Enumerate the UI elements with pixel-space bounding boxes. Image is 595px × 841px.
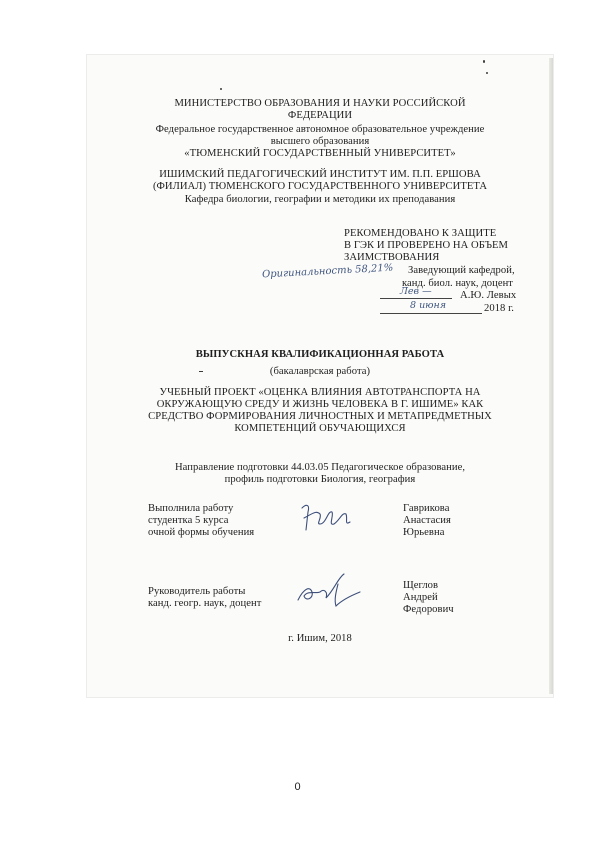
work-subtype: (бакалаврская работа) (269, 366, 371, 377)
author-surname: Гаврикова (403, 503, 450, 514)
approval-line-2: В ГЭК И ПРОВЕРЕНО НА ОБЪЕМ (344, 240, 508, 251)
author-name: Анастасия (403, 515, 451, 526)
city-year: г. Ишим, 2018 (288, 633, 352, 644)
university-name: «ТЮМЕНСКИЙ ГОСУДАРСТВЕННЫЙ УНИВЕРСИТЕТ» (184, 148, 456, 159)
head-signature: Лев — (400, 286, 432, 297)
approval-line-1: РЕКОМЕНДОВАНО К ЗАЩИТЕ (344, 228, 497, 239)
supervisor-signature-icon (294, 570, 364, 612)
direction-line-2: профиль подготовки Биология, география (224, 474, 416, 485)
page-number: 0 (294, 781, 301, 793)
author-patronymic: Юрьевна (403, 527, 445, 538)
scan-speck (486, 72, 488, 74)
supervisor-patronymic: Федорович (403, 604, 454, 615)
author-role-line-1: Выполнила работу (148, 503, 234, 514)
institute-line-1: ИШИМСКИЙ ПЕДАГОГИЧЕСКИЙ ИНСТИТУТ ИМ. П.П. ЕРШОВА (159, 169, 481, 180)
supervisor-surname: Щеглов (403, 580, 439, 591)
approval-year: 2018 г. (484, 303, 514, 314)
federal-institution-line-2: высшего образования (270, 136, 370, 147)
head-of-department-line-1: Заведующий кафедрой, (408, 265, 515, 276)
ministry-line-2: ФЕДЕРАЦИИ (287, 110, 353, 121)
work-title-line-2: ОКРУЖАЮЩУЮ СРЕДУ И ЖИЗНЬ ЧЕЛОВЕКА В Г. ИШИМЕ» КАК (156, 399, 484, 410)
scan-speck (483, 60, 485, 63)
head-of-department-line-2: канд. биол. наук, доцент (402, 278, 513, 289)
approval-date-line (380, 313, 482, 314)
work-title-line-4: КОМПЕТЕНЦИЙ ОБУЧАЮЩИХСЯ (234, 423, 406, 434)
ministry-line-1: МИНИСТЕРСТВО ОБРАЗОВАНИЯ И НАУКИ РОССИЙСКОЙ (174, 98, 466, 109)
author-role-line-2: студентка 5 курса (148, 515, 229, 526)
handwritten-date: 8 июня (410, 300, 447, 311)
scan-speck (220, 88, 222, 90)
work-type: ВЫПУСКНАЯ КВАЛИФИКАЦИОННАЯ РАБОТА (195, 349, 445, 360)
direction-line-1: Направление подготовки 44.03.05 Педагогическое образование, (174, 462, 466, 473)
author-role-line-3: очной формы обучения (148, 527, 255, 538)
department-name: Кафедра биологии, географии и методики их преподавания (184, 194, 456, 205)
supervisor-role-line-2: канд. геогр. наук, доцент (148, 598, 262, 609)
work-title-line-3: СРЕДСТВО ФОРМИРОВАНИЯ ЛИЧНОСТНЫХ И МЕТАПРЕДМЕТНЫХ (148, 411, 492, 422)
author-signature-icon (298, 500, 354, 536)
supervisor-name: Андрей (403, 592, 438, 603)
work-title-line-1: УЧЕБНЫЙ ПРОЕКТ «ОЦЕНКА ВЛИЯНИЯ АВТОТРАНСПОРТА НА (159, 387, 481, 398)
head-signature-line (380, 298, 452, 299)
approval-line-3: ЗАИМСТВОВАНИЯ (344, 252, 440, 263)
federal-institution-line-1: Федеральное государственное автономное образовательное учреждение (155, 124, 485, 135)
supervisor-role-line-1: Руководитель работы (148, 586, 246, 597)
head-of-department-name: А.Ю. Левых (460, 290, 517, 301)
handwritten-originality: Оригинальность 58,21% (261, 262, 394, 281)
institute-line-2: (ФИЛИАЛ) ТЮМЕНСКОГО ГОСУДАРСТВЕННОГО УНИВЕРСИТЕТА (152, 181, 488, 192)
